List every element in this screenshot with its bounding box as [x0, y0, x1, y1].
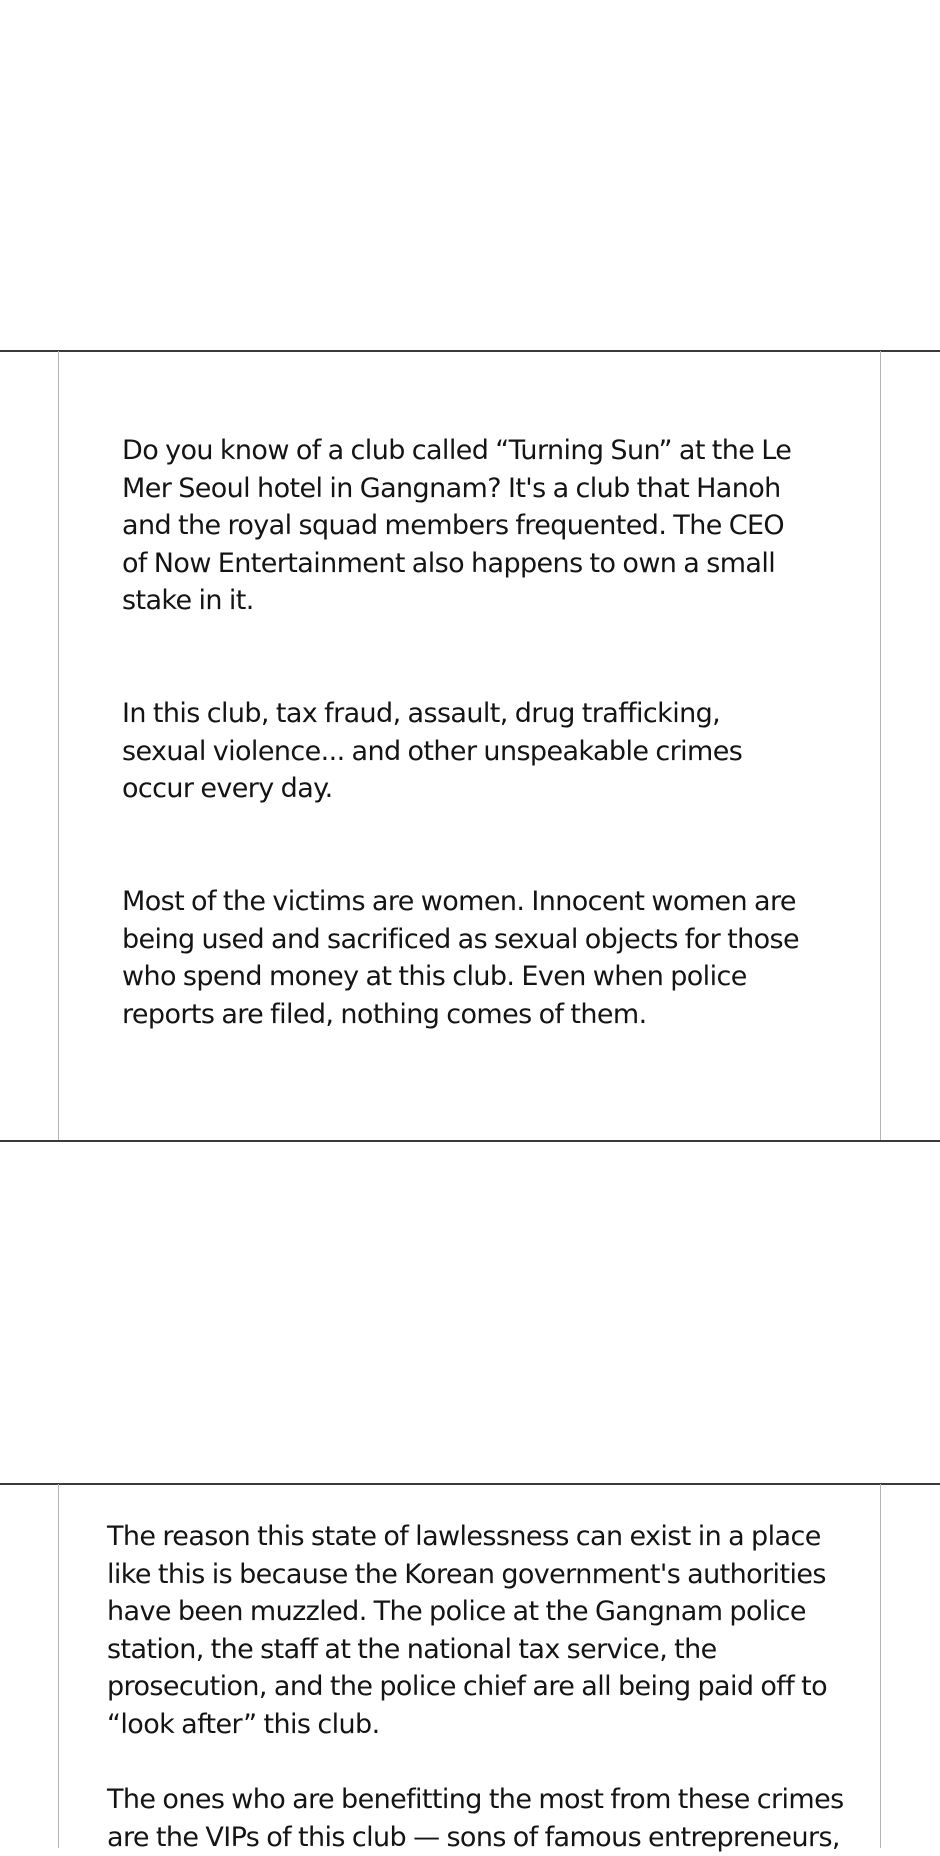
panel-one-paragraph-2: In this club, tax fraud, assault, drug trafficking, sexual violence... and other unspeakable crimes occur every day.	[122, 698, 743, 804]
panel-one-bottom-border	[0, 1140, 940, 1142]
panel-one-paragraph-1: Do you know of a club called “Turning Sun” at the Le Mer Seoul hotel in Gangnam? It's a club that Hanoh and the royal squad members frequented. The CEO of Now Entertainment also happens to own a small stake in it.	[122, 435, 792, 616]
panel-one-top-border	[0, 350, 940, 352]
panel-two-paragraph-1: The reason this state of lawlessness can exist in a place like this is because the Korean government's authorities have been muzzled. The police at the Gangnam police station, the staff at the national tax service, the prosecution, and the police chief are all being paid off to “look after” this club.	[107, 1521, 828, 1740]
panel-two-top-border	[0, 1483, 940, 1485]
panel-one-right-border	[880, 351, 881, 1140]
panel-two-left-border	[58, 1484, 59, 1848]
panel-one-left-border	[58, 351, 59, 1140]
panel-one-paragraph-3: Most of the victims are women. Innocent women are being used and sacrificed as sexual objects for those who spend money at this club. Even when police reports are filed, nothing comes of them.	[122, 886, 799, 1030]
panel-two-paragraph-2: The ones who are benefitting the most from these crimes are the VIPs of this club — sons of famous entrepreneurs,	[107, 1784, 844, 1853]
panel-two-right-border	[880, 1484, 881, 1848]
